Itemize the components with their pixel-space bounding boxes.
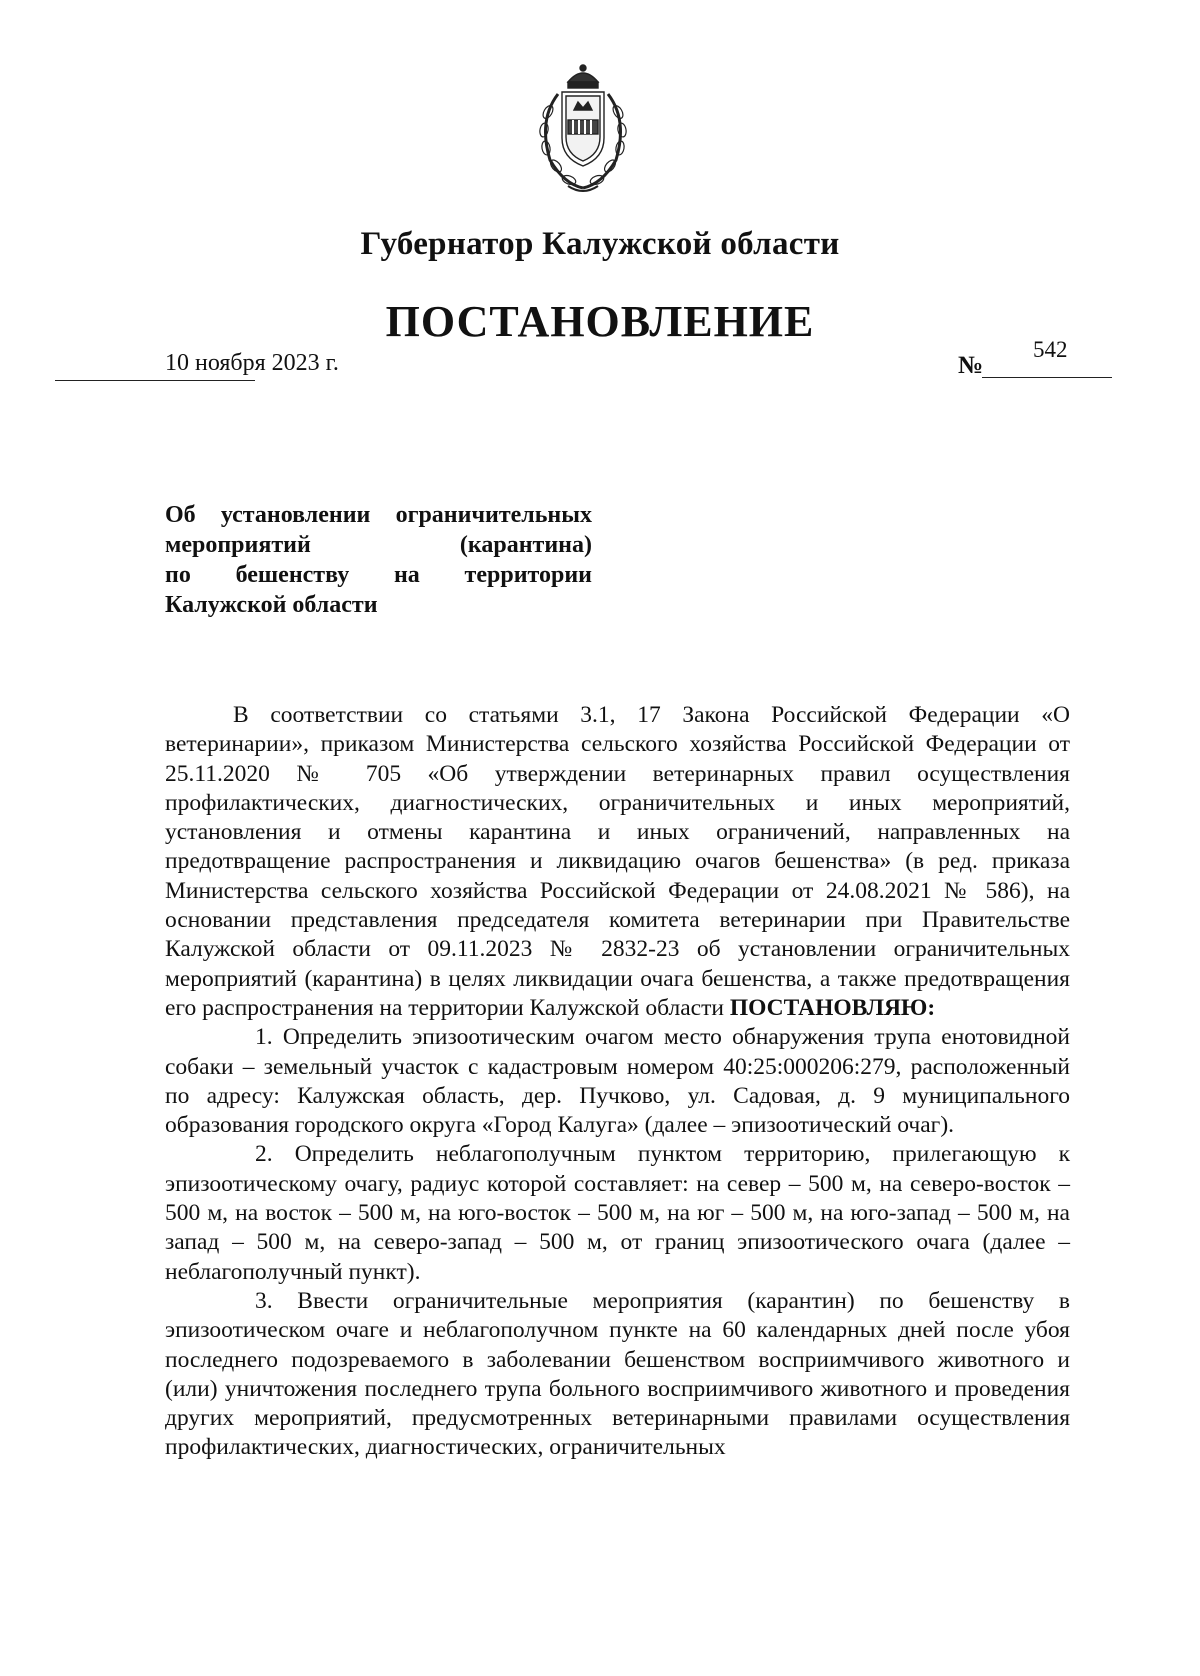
decree-item: 3. Ввести ограничительные мероприятия (карантин) по бешенству в эпизоотическом очаге и неблагополучном пункте на 60 календарных дней после убоя последнего подозреваемого в заболевании бешенством восприимчивого животного и (или) уничтожения последнего трупа больного восприимчивого животного и проведения других мероприятий, предусмотренных ветеринарными правилами осуществления профилактических, диагностических, ограничительных — [165, 1287, 1070, 1461]
document-subject — [165, 500, 592, 620]
subject-line: Об установлении ограничительных — [165, 502, 592, 528]
number-label: № — [958, 352, 984, 379]
number-underline — [982, 377, 1112, 378]
document-number: 542 — [1033, 337, 1068, 362]
document-body — [165, 701, 1070, 1463]
decree-item: 1. Определить эпизоотическим очагом место обнаружения трупа енотовидной собаки – земельный участок с кадастровым номером 40:25:000206:279, расположенный по адресу: Калужская область, дер. Пучково, ул. Садовая, д. 9 муниципального образования городского округа «Город Калуга» (далее – эпизоотический очаг). — [165, 1024, 1070, 1139]
decree-word: ПОСТАНОВЛЯЮ: — [729, 994, 936, 1021]
issuer-title: Губернатор Калужской области — [360, 226, 840, 262]
subject-line: по бешенству на территории — [165, 562, 592, 588]
subject-line: мероприятий (карантина) — [165, 532, 592, 558]
kaluga-coat-of-arms-emblem — [524, 60, 642, 200]
date-underline — [55, 380, 255, 381]
document-type-title: ПОСТАНОВЛЕНИЕ — [385, 297, 815, 346]
preamble-text: В соответствии со статьями 3.1, 17 Закона Российской Федерации «О ветеринарии», приказом Министерства сельского хозяйства Российской Федерации от 25.11.2020 № 705 «Об утверждении ветеринарных правил осуществления профилактических, диагностических, ограничительных и иных мероприятий, установления и отмены карантина и иных ограничений, направленных на предотвращение распространения и ликвидацию очагов бешенства» (в ред. приказа Министерства сельского хозяйства Российской Федерации от 24.08.2021 № 586), на основании представления председателя комитета ветеринарии при Правительстве Калужской области от 09.11.2023 № 2832-23 об установлении ограничительных мероприятий (карантина) в целях ликвидации очага бешенства, а также предотвращения его распространения на территории Калужской области — [165, 702, 1070, 1021]
subject-line: Калужской области — [165, 592, 378, 618]
preamble-paragraph — [165, 701, 1070, 1023]
document-date: 10 ноября 2023 г. — [165, 350, 339, 376]
decree-item: 2. Определить неблагополучным пунктом территорию, прилегающую к эпизоотическому очагу, радиус которой составляет: на север – 500 м, на северо-восток – 500 м, на восток – 500 м, на юго-восток – 500 м, на юг – 500 м, на юго-запад – 500 м, на запад – 500 м, на северо-запад – 500 м, от границ эпизоотического очага (далее – неблагополучный пункт). — [165, 1141, 1070, 1285]
